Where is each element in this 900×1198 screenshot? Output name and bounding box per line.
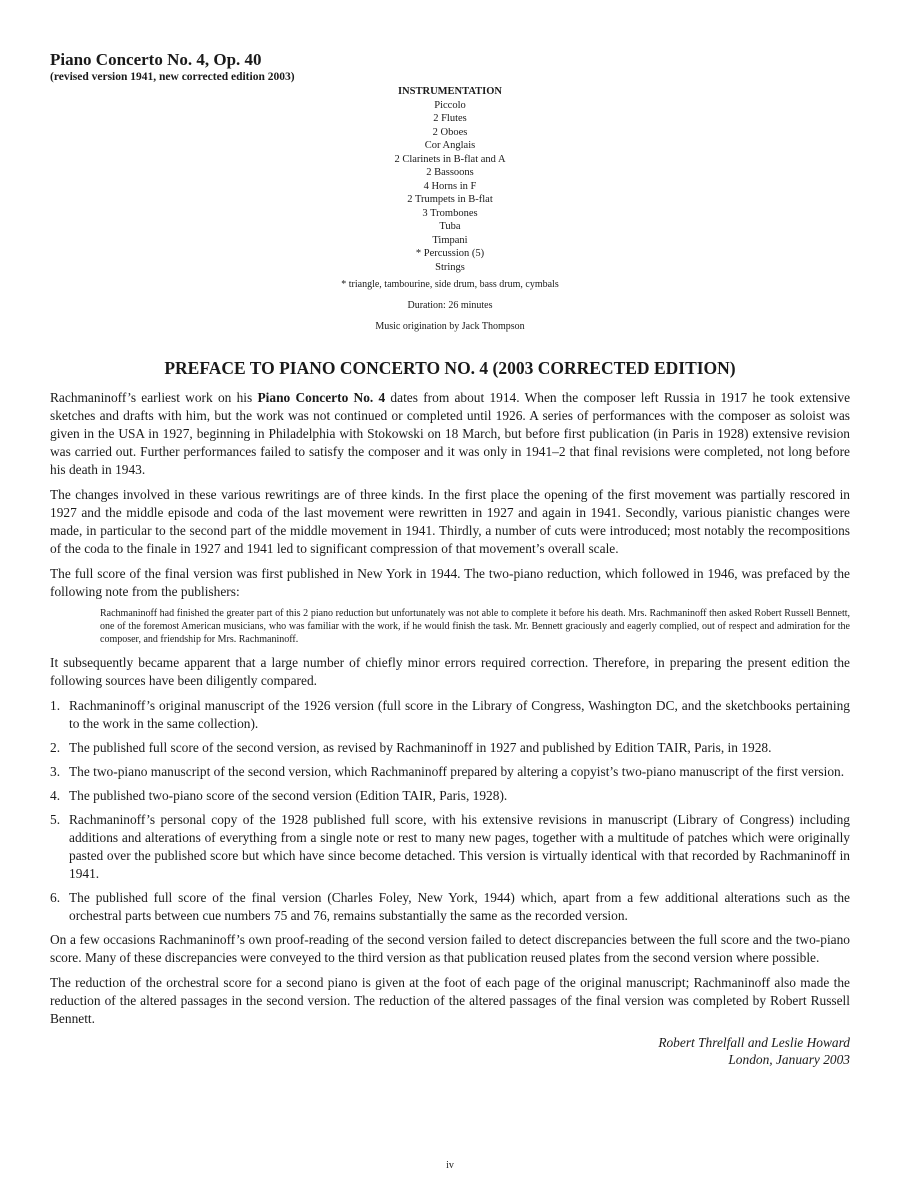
title-block [50, 50, 295, 84]
preface-heading: PREFACE TO PIANO CONCERTO NO. 4 (2003 CORRECTED EDITION) [164, 358, 736, 378]
page-title: Piano Concerto No. 4, Op. 40 [50, 50, 262, 69]
duration-text: Duration: 26 minutes [407, 300, 493, 311]
preface-paragraph-5: On a few occasions Rachmaninoff’s own proof-reading of the second version failed to detect discrepancies between the full score and the two-piano score. Many of these discrepancies were conveyed to the third version as that publication reused plates from the second version where possible. [50, 932, 850, 965]
source-text: The two-piano manuscript of the second version, which Rachmaninoff prepared by altering a copyist’s two-piano manuscript of the first version. [69, 764, 845, 779]
publisher-quote: Rachmaninoff had finished the greater part of this 2 piano reduction but unfortunately was not able to complete it before his death. Mrs. Rachmaninoff then asked Robert Russell Bennett, one of the foremost American musicians, who was familiar with the work, if he would finish the task. Mr. Bennett graciously and eagerly complied, out of respect and admiration for the composer, and friendship for Mrs. Rachmaninoff. [100, 608, 850, 645]
source-item [50, 889, 850, 925]
instrument-item: 3 Trombones [422, 207, 478, 219]
source-number: 1. [50, 698, 61, 713]
origination-credit: Music origination by Jack Thompson [375, 321, 525, 332]
preface-paragraph-6: The reduction of the orchestral score for a second piano is given at the foot of each page of the original manuscript; Rachmaninoff also made the reduction of the altered passages in the second version. The reduction of the altered passages of the final version was completed by Robert Russell Bennett. [50, 975, 850, 1026]
preface-paragraph-3: The full score of the final version was first published in New York in 1944. The two-piano reduction, which followed in 1946, was prefaced by the following note from the publishers: [50, 566, 850, 599]
source-number: 6. [50, 890, 61, 905]
source-text: The published full score of the final version (Charles Foley, New York, 1944) which, apart from a few additional alterations such as the orchestral parts between cue numbers 75 and 76, remains substantially the same as the recorded version. [69, 890, 850, 923]
source-text: The published two-piano score of the second version (Edition TAIR, Paris, 1928). [69, 788, 508, 803]
source-item [50, 811, 850, 883]
source-number: 5. [50, 812, 61, 827]
source-number: 2. [50, 740, 61, 755]
instrument-item: 2 Clarinets in B-flat and A [394, 153, 506, 165]
paragraph-rest: dates from about 1914. When the composer left Russia in 1917 he took extensive sketches and drafts with him, but the work was not continued or completed until 1926. A series of performances with the composer as soloist was given in the USA in 1927, beginning in Philadelphia with Stokowski on 18 March, but before first publication (in Paris in 1928) extensive revision was carried out. Further performances failed to satisfy the composer and it was only in 1941–2 that final revisions were completed, not long before his death in 1943. [50, 390, 851, 477]
instrumentation-heading: INSTRUMENTATION [397, 86, 503, 97]
percussion-note: * triangle, tambourine, side drum, bass drum, cymbals [341, 279, 559, 290]
source-text: The published full score of the second version, as revised by Rachmaninoff in 1927 and published by Edition TAIR, Paris, in 1928. [69, 740, 772, 755]
source-text: Rachmaninoff’s original manuscript of the 1926 version (full score in the Library of Congress, Washington DC, and the sketchbooks pertaining to the work in the same collection). [69, 698, 850, 731]
signature-place-date: London, January 2003 [728, 1052, 850, 1067]
preface-paragraph-4: It subsequently became apparent that a large number of chiefly minor errors required correction. Therefore, in preparing the present edition the following sources have been diligently compared. [50, 655, 850, 688]
source-item [50, 697, 850, 733]
preface-paragraph-1 [50, 389, 850, 479]
instrumentation-list [250, 99, 650, 275]
work-title-bold: Piano Concerto No. 4 [257, 390, 386, 405]
source-text: Rachmaninoff’s personal copy of the 1928 published full score, with his extensive revisions in manuscript (Library of Congress) including additions and alterations of everything from a single note or rest to many new pages, together with a multitude of patches which were originally pasted over the published score but which have since become detached. This version is virtually identical with that recorded by Rachmaninoff in 1941. [69, 812, 850, 881]
instrument-item: 2 Bassoons [426, 167, 474, 178]
signature-names: Robert Threlfall and Leslie Howard [658, 1035, 850, 1050]
source-item [50, 763, 850, 781]
instrumentation-section [250, 85, 650, 333]
instrument-item: Tuba [439, 221, 461, 232]
instrument-item: Timpani [432, 234, 468, 246]
instrument-item: Strings [435, 261, 465, 273]
instrument-item: 2 Flutes [433, 113, 467, 124]
source-item [50, 739, 850, 757]
instrument-item: 2 Oboes [432, 126, 468, 138]
preface-paragraph-2: The changes involved in these various rewritings are of three kinds. In the first place the opening of the first movement was partially rescored in 1927 and the middle episode and coda of the last movement were rewritten in 1927 and again in 1941. Secondly, various pianistic changes were made, in particular to the second part of the middle movement in 1941. Thirdly, a number of cuts were introduced; most notably the recompositions of the coda to the finale in 1927 and 1941 led to significant compression of that movement’s overall scale. [50, 487, 850, 556]
instrument-item: Piccolo [434, 99, 466, 111]
source-item [50, 787, 850, 805]
preface-body [50, 389, 850, 1069]
source-number: 3. [50, 764, 61, 779]
paragraph-lead: Rachmaninoff’s earliest work on his [50, 390, 258, 405]
source-number: 4. [50, 788, 61, 803]
instrument-item: 2 Trumpets in B-flat [407, 194, 493, 205]
page-number: iv [446, 1160, 454, 1171]
instrument-item: * Percussion (5) [415, 248, 485, 259]
page-subtitle: (revised version 1941, new corrected edition 2003) [50, 71, 295, 83]
sources-list [50, 697, 850, 925]
instrument-item: 4 Horns in F [423, 180, 477, 192]
instrument-item: Cor Anglais [424, 140, 476, 151]
